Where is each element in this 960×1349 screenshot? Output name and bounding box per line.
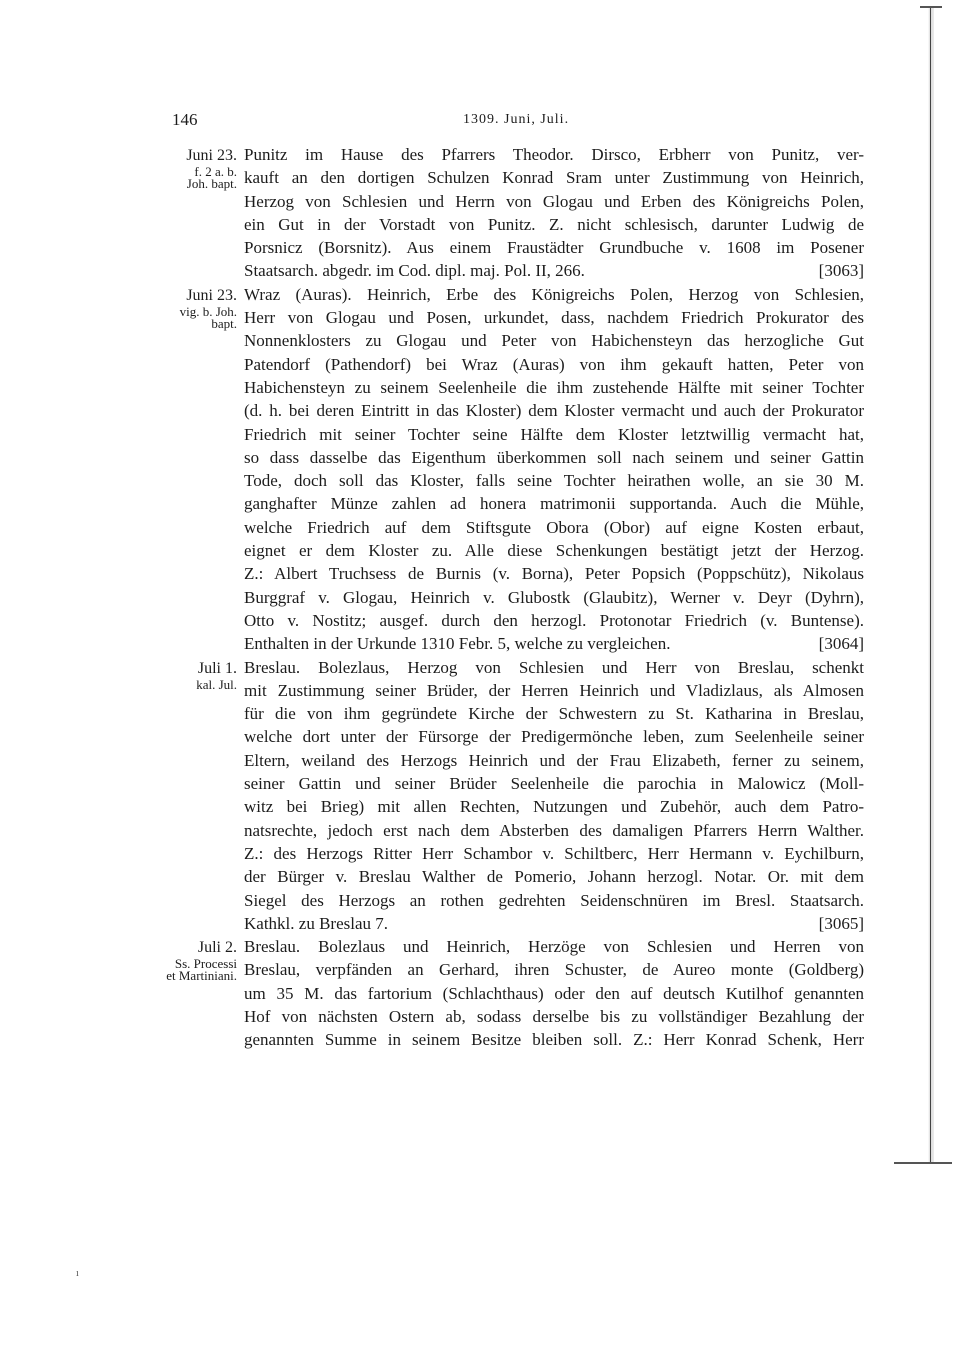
entry <box>0 283 960 656</box>
margin-date <box>155 146 237 190</box>
feast-line: et Martiniani. <box>166 968 237 984</box>
entry-date: Juli 2. <box>197 939 237 957</box>
text-line: Staatsarch. abgedr. im Cod. dipl. maj. Pol. II, 266. <box>244 261 585 281</box>
text-line: Punitz im Hause des Pfarrers Theodor. Dirsco, Erbherr von Punitz, ver- <box>244 145 864 164</box>
text-line: natsrechte, jedoch erst nach dem Absterben des damaligen Pfarrers Herrn Walther. <box>244 820 864 840</box>
text-line: Herzog von Schlesien und Herrn von Glogau und Erben des Königreichs Polen, <box>244 191 864 211</box>
text-line: Herr von Glogau und Posen, urkundet, dass, nachdem Friedrich Prokurator des <box>244 308 864 328</box>
text-line: Wraz (Auras). Heinrich, Erbe des Königreichs Polen, Herzog von Schlesien, <box>244 284 864 304</box>
text-line: Patendorf (Pathendorf) bei Wraz (Auras) von ihm gekauft hatten, Peter von <box>244 354 864 374</box>
edge-mark-top <box>920 6 942 8</box>
text-line: für die von ihm gegründete Kirche der Schwestern zu St. Katharina in Breslau, <box>244 704 864 724</box>
entry <box>0 935 960 1051</box>
text-line: seiner Gattin und seiner Brüder Seelenheile die parochia in Malowicz (Moll- <box>244 774 864 794</box>
scan-speck: ı <box>76 1268 79 1279</box>
text-line: Kathkl. zu Breslau 7. <box>244 913 388 933</box>
margin-date <box>155 938 237 982</box>
text-line-last <box>244 259 864 282</box>
text-line: Hof von nächsten Ostern ab, sodass derselbe bis zu vollständiger Bezahlung der <box>244 1006 864 1026</box>
text-line: Nonnenklosters zu Glogau und Peter von Habichensteyn das herzogliche Gut <box>244 331 864 351</box>
text-line: Burggraf v. Glogau, Heinrich v. Glubostk (Glaubitz), Werner v. Deyr (Dyhrn), <box>244 587 864 607</box>
text-line: Z.: Albert Truchsess de Burnis (v. Borna), Peter Popsich (Poppschütz), Nikolaus <box>244 564 864 584</box>
margin-date <box>155 286 237 330</box>
text-line: mit Zustimmung seiner Brüder, der Herren Heinrich und Vladizlaus, als Almosen <box>244 680 864 700</box>
text-line: Siegel des Herzogs an rothen gedrehten Seidenschnüren im Bresl. Staatsarch. <box>244 890 864 910</box>
reference-number: [3064] <box>818 634 864 654</box>
text-line: eignet er dem Kloster zu. Alle diese Schenkungen bestätigt jetzt der Herzog. <box>244 541 864 561</box>
feast-line: bapt. <box>211 315 237 331</box>
entry-text <box>244 935 864 1051</box>
text-line: Breslau. Bolezlaus und Heinrich, Herzöge von Schlesien und Herren von <box>244 937 864 957</box>
feast-line: Ss. Processi <box>174 956 237 972</box>
text-line: ein Gut in der Vorstadt von Punitz. Z. nicht schlesisch, darunter Ludwig de <box>244 214 864 234</box>
margin-date <box>155 659 237 691</box>
text-line: ganghafter Münze zahlen ad honera matrimonii supportanda. Auch die Mühle, <box>244 494 864 514</box>
text-line: Z.: des Herzogs Ritter Herr Schambor v. Schiltberc, Herr Hermann v. Eychilburn, <box>244 843 864 863</box>
text-line: Otto v. Nostitz; ausgef. durch den herzogl. Protonotar Friedrich (v. Buntense). <box>244 610 864 630</box>
feast-line: Joh. bapt. <box>186 176 237 191</box>
text-line: witz bei Brieg) mit allen Rechten, Nutzungen und Zubehör, auch dem Patro- <box>244 797 864 817</box>
text-line: welche dort unter der Fürsorge der Predigermönche leben, zum Seelenheile seiner <box>244 727 864 747</box>
text-line: welche Friedrich auf dem Stiftsgute Obora (Obor) auf eigne Kosten erbaut, <box>244 517 864 537</box>
text-line: der Bürger v. Breslau Walther de Pomerio, Johann herzogl. Notar. Or. mit dem <box>244 867 864 887</box>
text-line-last <box>244 912 864 935</box>
entry-date: Juni 23. <box>186 286 237 304</box>
running-head: 1309. Juni, Juli. <box>463 112 570 127</box>
text-line-last <box>244 632 864 655</box>
reference-number: [3063] <box>818 261 864 281</box>
text-line: kauft an den dortigen Schulzen Konrad Sram unter Zustimmung von Heinrich, <box>244 168 864 188</box>
edge-mark-bottom <box>894 1162 952 1164</box>
text-line: (d. h. bei deren Eintritt in das Kloster) dem Kloster vermacht und auch der Prokurator <box>244 401 864 421</box>
entry <box>0 656 960 936</box>
text-line: Tode, doch soll das Kloster, falls seine Tochter heirathen wolle, an sie 30 M. <box>244 471 864 491</box>
reference-number: [3065] <box>818 913 864 933</box>
text-line: Habichensteyn zu seinem Seelenheile die ihm zustehende Hälfte mit seiner Tochter <box>244 377 864 397</box>
entry-text <box>244 656 864 936</box>
entry-date: Juli 1. <box>197 659 237 677</box>
entry-text <box>244 143 864 283</box>
text-line: um 35 M. das fartorium (Schlachthaus) oder den auf deutsch Kutilhof genannten <box>244 983 864 1003</box>
entry <box>0 143 960 283</box>
feast-line: vig. b. Joh. <box>179 303 237 319</box>
feast-line: f. 2 a. b. <box>194 164 237 179</box>
text-line: Eltern, weiland des Herzogs Heinrich und der Frau Elizabeth, ferner zu seinem, <box>244 750 864 770</box>
text-line: genannten Summe in seinem Besitze bleiben soll. Z.: Herr Konrad Schenk, Herr <box>244 1030 864 1050</box>
entry-text <box>244 283 864 656</box>
text-line: Porsnicz (Borsnitz). Aus einem Fraustädter Grundbuche v. 1608 im Posener <box>244 238 864 258</box>
text-line: Breslau, verpfänden an Gerhard, ihren Schuster, de Aureo monte (Goldberg) <box>244 960 864 980</box>
text-line: so dass dasselbe das Eigenthum überkommen soll nach seinem und seiner Gattin <box>244 447 864 467</box>
feast-line: kal. Jul. <box>196 676 237 692</box>
text-line: Breslau. Bolezlaus, Herzog von Schlesien und Herr von Breslau, schenkt <box>244 657 864 677</box>
text-line: Enthalten in der Urkunde 1310 Febr. 5, welche zu vergleichen. <box>244 634 671 654</box>
text-line: Friedrich mit seiner Tochter seine Hälfte dem Kloster letztwillig vermacht hat, <box>244 424 864 444</box>
page-number: 146 <box>172 110 198 129</box>
entries <box>0 143 960 1052</box>
entry-date: Juni 23. <box>186 147 237 164</box>
